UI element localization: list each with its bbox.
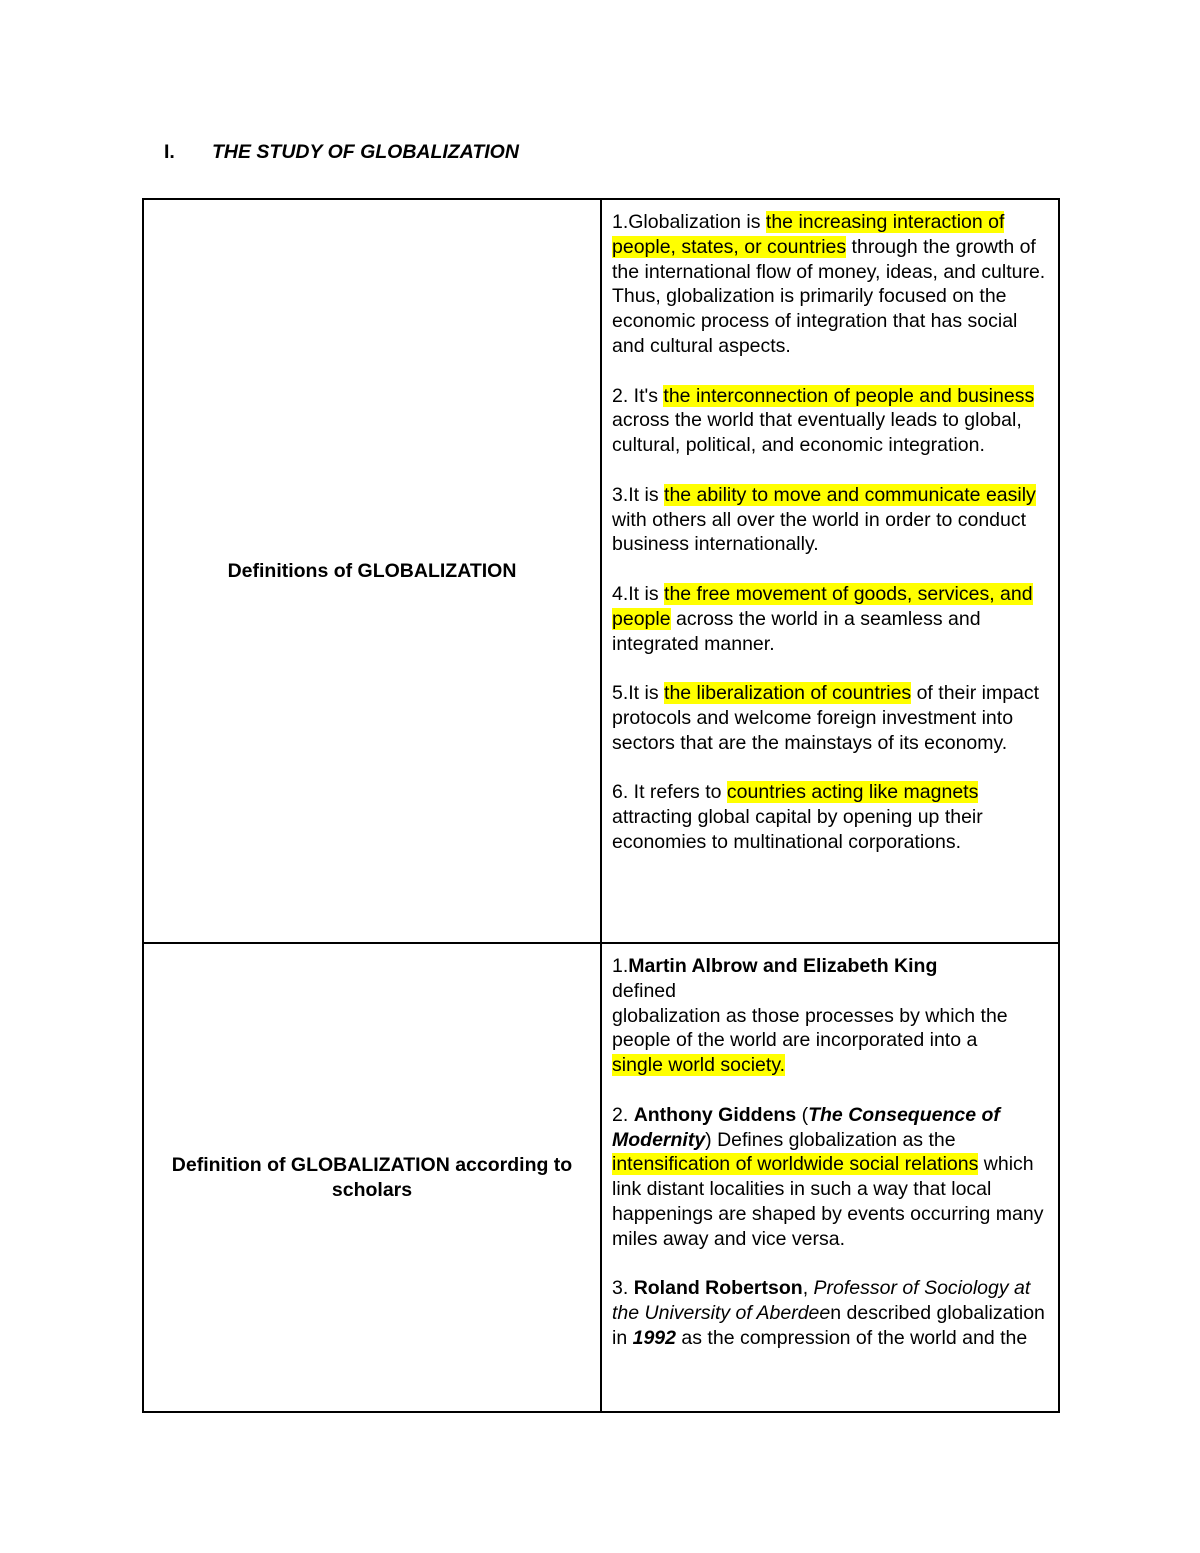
highlighted-text: intensification of worldwide social relations	[612, 1153, 979, 1176]
section-number: I.	[164, 141, 175, 163]
definition-item: 5.It is the liberalization of countries of their impact protocols and welcome foreign investment into sectors that are the mainstays of its economy.	[612, 682, 1040, 754]
definition-item: 6. It refers to countries acting like magnets attracting global capital by opening up their economies to multinational corporations.	[612, 781, 983, 853]
highlighted-text: countries acting like magnets	[726, 781, 979, 804]
scholar-name: Roland Robertson	[633, 1277, 803, 1300]
book-title: The Consequence of Modernity	[612, 1103, 1000, 1151]
definition-item: 2. It's the interconnection of people and business across the world that eventually leads to global, cultural, political, and economic integration.	[612, 384, 1035, 457]
row-label: Definitions of GLOBALIZATION	[144, 200, 602, 942]
section-heading	[164, 141, 519, 164]
highlighted-text: single world society.	[612, 1054, 786, 1077]
row-label: Definition of GLOBALIZATION according to scholars	[144, 944, 602, 1411]
scholar-name: Anthony Giddens	[633, 1103, 797, 1126]
definition-item: 3.It is the ability to move and communicate easily with others all over the world in order to conduct business internationally.	[612, 483, 1036, 556]
table-row	[144, 200, 1058, 942]
scholar-item: 3. Roland Robertson, Professor of Sociology at the University of Aberdeen described globalization in 1992 as the compression of the world and the	[612, 1277, 1045, 1349]
definitions-table	[142, 198, 1060, 1413]
definition-item: 1.Globalization is the increasing interaction of people, states, or countries through the growth of the international flow of money, ideas, and culture. Thus, globalization is primarily focused on the economic process of integration that has social and cultural aspects.	[612, 211, 1046, 357]
section-title: THE STUDY OF GLOBALIZATION	[212, 141, 519, 163]
highlighted-text: the free movement of goods, services, and people	[612, 582, 1033, 630]
highlighted-text: the increasing interaction of people, states, or countries	[612, 211, 1005, 258]
year: 1992	[632, 1326, 676, 1349]
scholar-item: 2. Anthony Giddens (The Consequence of Modernity) Defines globalization as the intensification of worldwide social relations which link distant localities in such a way that local happenings are shaped by events occurring many miles away and vice versa.	[612, 1103, 1044, 1250]
scholars-list	[602, 944, 1058, 1411]
definition-item: 4.It is the free movement of goods, services, and people across the world in a seamless and integrated manner.	[612, 582, 1033, 655]
highlighted-text: the liberalization of countries	[664, 682, 912, 705]
scholar-title: Professor of Sociology at the University of Aberdee	[612, 1277, 1031, 1325]
scholar-name: Martin Albrow and Elizabeth King	[628, 955, 938, 977]
highlighted-text: the ability to move and communicate easily	[664, 483, 1036, 506]
scholar-item: 1.Martin Albrow and Elizabeth King defined globalization as those processes by which the people of the world are incorporated into a single world society.	[612, 955, 1008, 1077]
table-row	[144, 942, 1058, 1411]
definitions-list	[602, 200, 1058, 942]
highlighted-text: the interconnection of people and business	[663, 384, 1035, 407]
